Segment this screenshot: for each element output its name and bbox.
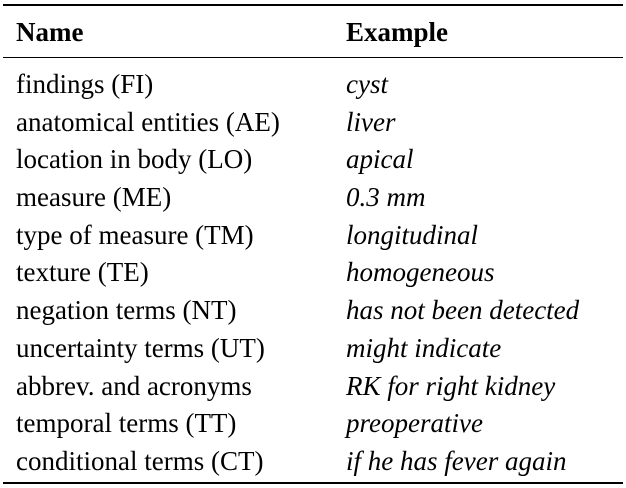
- row-name: location in body (LO): [16, 144, 253, 175]
- row-name: negation terms (NT): [16, 295, 237, 326]
- table-row: [3, 180, 623, 218]
- row-example: RK for right kidney: [346, 370, 556, 401]
- row-example: homogeneous: [346, 257, 495, 288]
- row-name: abbrev. and acronyms: [16, 370, 252, 401]
- table-row: [3, 331, 623, 369]
- table-row: [3, 293, 623, 331]
- row-example: apical: [346, 144, 414, 175]
- header-example: Example: [346, 17, 449, 47]
- row-example: cyst: [346, 69, 388, 99]
- row-name: anatomical entities (AE): [16, 106, 280, 137]
- table-header-rule: [3, 57, 623, 58]
- row-example: 0.3 mm: [346, 182, 426, 213]
- row-example: has not been detected: [346, 295, 580, 326]
- row-example: longitudinal: [346, 219, 479, 250]
- table-body: [3, 67, 623, 482]
- entity-table: [3, 4, 623, 484]
- table-row: [3, 142, 623, 180]
- row-name: conditional terms (CT): [16, 445, 264, 476]
- row-name: type of measure (TM): [16, 219, 254, 250]
- row-name: measure (ME): [16, 182, 172, 213]
- table-row: [3, 67, 623, 105]
- table-row: [3, 444, 623, 482]
- row-name: temporal terms (TT): [16, 408, 237, 439]
- row-name: uncertainty terms (UT): [16, 332, 265, 363]
- table-row: [3, 218, 623, 256]
- row-name: findings (FI): [16, 69, 154, 99]
- table-row: [3, 369, 623, 407]
- header-name: Name: [16, 17, 84, 47]
- row-example: preoperative: [346, 408, 483, 439]
- row-example: liver: [346, 106, 396, 137]
- row-name: texture (TE): [16, 257, 149, 288]
- row-example: if he has fever again: [346, 445, 567, 476]
- table-row: [3, 105, 623, 143]
- table-header-row: [3, 6, 623, 57]
- table-row: [3, 406, 623, 444]
- table-row: [3, 255, 623, 293]
- table-bottom-rule: [3, 482, 623, 484]
- row-example: might indicate: [346, 332, 502, 363]
